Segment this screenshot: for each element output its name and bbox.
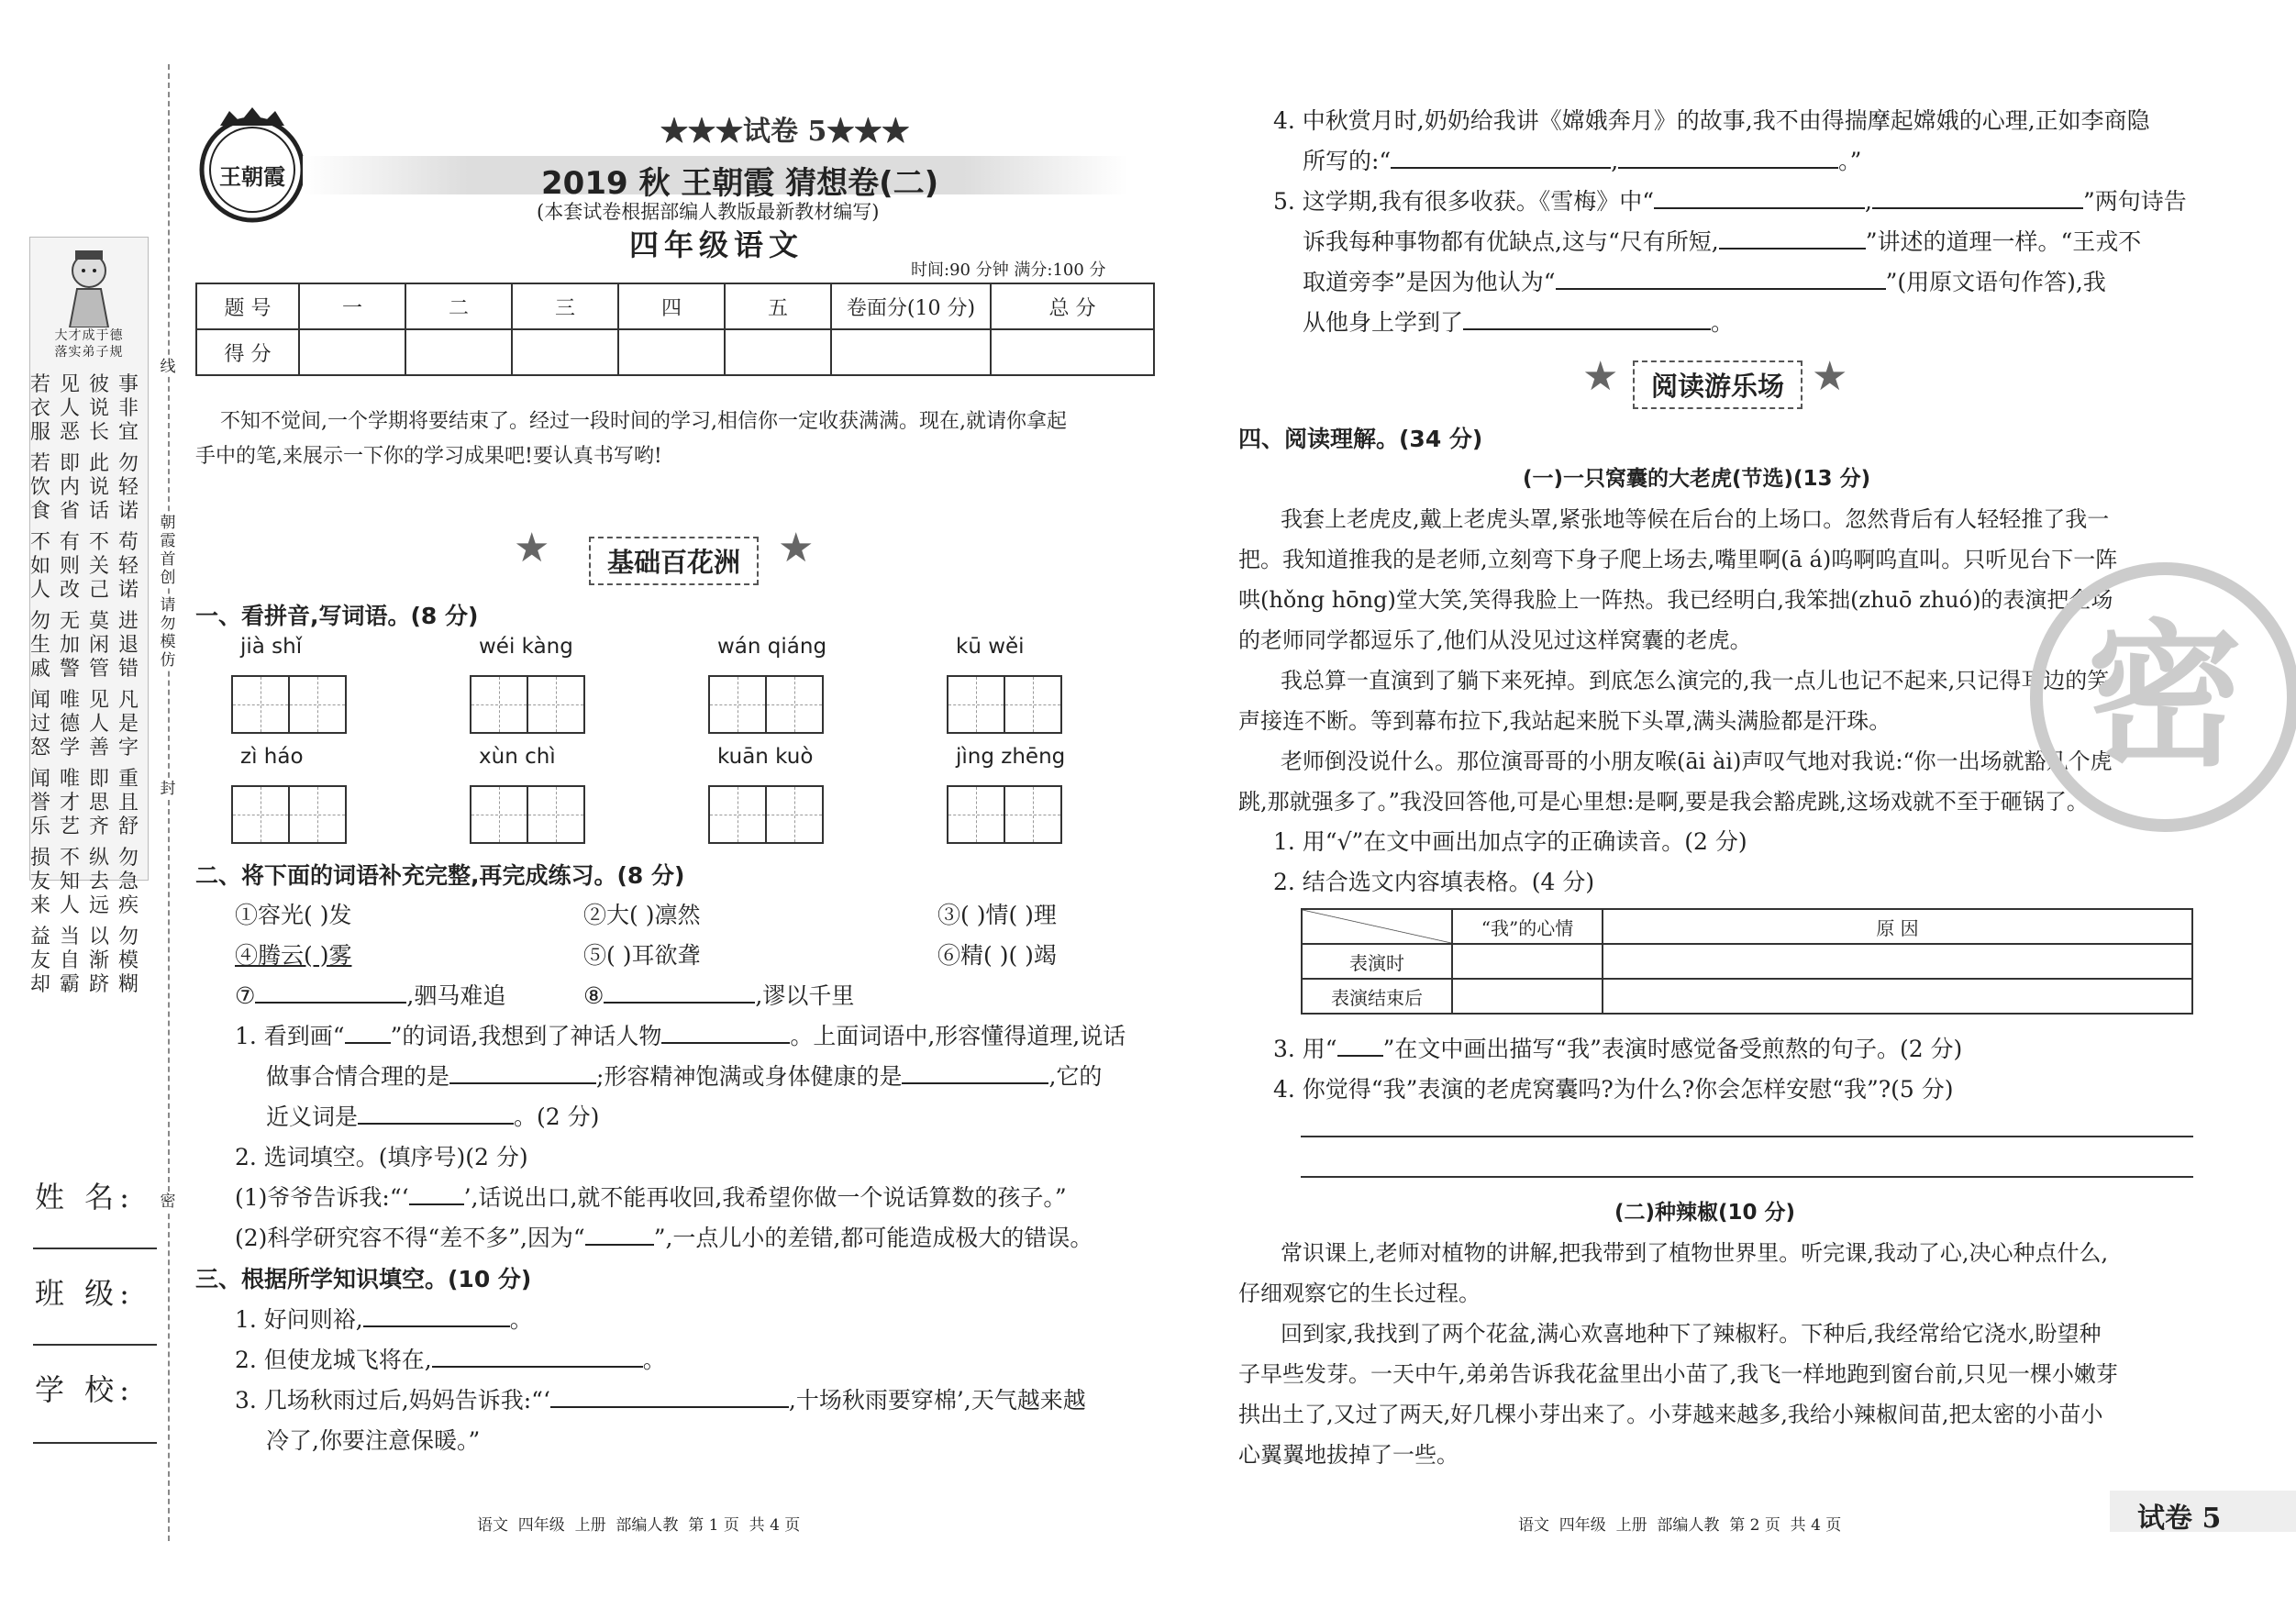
proverb-line: 如则关轻 (30, 555, 149, 578)
proverb-line: 若即此勿 (30, 452, 149, 475)
diagonal-header-cell (1302, 909, 1452, 944)
text: 。(2 分) (514, 1103, 600, 1130)
passage-line: 常识课上,老师对植物的讲解,把我带到了植物世界里。听完课,我动了心,决心种点什么, (1281, 1240, 2109, 1266)
blank-field[interactable] (363, 1302, 510, 1327)
star-mascot-icon: ★ (514, 525, 550, 571)
text: 。 (509, 1306, 533, 1333)
text: ”的词语,我想到了神话人物 (390, 1023, 662, 1049)
tianzige-cell[interactable] (708, 785, 767, 844)
sub-question: 4. 你觉得“我”表演的老虎窝囊吗?为什么?你会怎样安慰“我”?(5 分) (1273, 1076, 1954, 1103)
idiom-row-fill (583, 976, 854, 1016)
tianzige-box-pair (708, 675, 822, 738)
tianzige-box-pair (947, 785, 1060, 848)
score-header-cell: 一 (299, 283, 405, 329)
text: ,它的 (1048, 1063, 1103, 1090)
proverb-line: 食省话诺 (30, 500, 149, 523)
text: 所写的:“ (1303, 148, 1392, 174)
passage-line: 仔细观察它的生长过程。 (1238, 1281, 1481, 1306)
mood-table (1301, 908, 2193, 1015)
text: ”讲述的道理一样。“王戎不 (1865, 228, 2142, 255)
text: , (1865, 188, 1872, 215)
score-cell[interactable] (618, 329, 725, 375)
text: 。” (1838, 148, 1862, 174)
proverb-line: 戚警管错 (30, 658, 149, 681)
section-banner: 基础百花洲 (589, 537, 759, 585)
proverb-line: 益当以勿 (30, 926, 149, 948)
grade-subject: 四年级语文 (629, 227, 804, 262)
pinyin-label: wéi kàng (479, 635, 573, 659)
text: 。上面词语中,形容懂得道理,说话 (790, 1023, 1126, 1049)
idiom-item: ⑤( )耳欲聋 (583, 942, 701, 969)
tianzige-box-pair (231, 785, 345, 848)
row-label: 表演结束后 (1302, 979, 1452, 1014)
proverb-line: 闻唯即重 (30, 768, 149, 791)
mood-table-row (1302, 944, 2192, 979)
paper-title: 2019 秋 王朝霞 猜想卷(二) (541, 165, 939, 202)
pinyin-label: jià shǐ (240, 635, 303, 659)
blank-field[interactable] (1719, 224, 1866, 250)
class-field[interactable] (33, 1344, 157, 1346)
proverb-line: 损不纵勿 (30, 847, 149, 870)
sub-question (1303, 222, 2141, 262)
passage-title: (一)一只窝囊的大老虎(节选)(13 分) (1523, 467, 1871, 491)
class-label: 班 级: (35, 1276, 135, 1311)
idiom-number: ⑧ (583, 982, 605, 1009)
proverb-line: 饮内说轻 (30, 476, 149, 499)
tianzige-cell[interactable] (947, 785, 1005, 844)
proverb-group (30, 768, 148, 839)
proverb-group (30, 373, 148, 445)
tianzige-box-pair (470, 785, 583, 848)
proverb-line: 勿无莫进 (30, 610, 149, 633)
score-cell[interactable] (831, 329, 991, 375)
sub-question (235, 1381, 1086, 1421)
proverb-line: 却霸跻糊 (30, 973, 149, 996)
answer-line[interactable] (1301, 1176, 2193, 1178)
blank-field[interactable] (345, 1018, 391, 1044)
proverb-line: 过德人是 (30, 713, 149, 736)
text: ;形容精神饱满或身体健康的是 (596, 1063, 903, 1090)
scholar-illustration (57, 245, 121, 327)
tianzige-cell[interactable] (288, 785, 347, 844)
score-cell[interactable] (405, 329, 512, 375)
binding-mark: 线 (156, 358, 180, 376)
proverb-line: 誉才思且 (30, 792, 149, 815)
proverb-line: 怒学善字 (30, 737, 149, 760)
answer-line[interactable] (1301, 1136, 2193, 1137)
proverb-line: 若见彼事 (30, 373, 149, 396)
sub-question: 1. 用“√”在文中画出加点字的正确读音。(2 分) (1273, 828, 1747, 855)
proverb-group (30, 926, 148, 997)
time-score: 时间:90 分钟 满分:100 分 (911, 261, 1106, 280)
logo-text: 王朝霞 (219, 163, 285, 190)
score-table (195, 283, 1155, 376)
footer-paper-tag: 试卷 5 (2137, 1503, 2222, 1535)
tianzige-cell[interactable] (527, 675, 585, 734)
score-header-row (196, 283, 1154, 329)
pinyin-label: jìng zhēng (956, 745, 1066, 769)
text: 3. 几场秋雨过后,妈妈告诉我:“‘ (235, 1387, 550, 1414)
idiom-row-fill (235, 976, 505, 1016)
text: ”(用原文语句作答),我 (1885, 269, 2106, 295)
passage-line: 把。我知道推我的是老师,立刻弯下身子爬上场去,嘴里啊(ā á)呜啊呜直叫。只听见台下一阵 (1238, 547, 2118, 572)
idiom-item: ④腾云( )雾 (235, 942, 352, 969)
answer-cell[interactable] (1603, 944, 2192, 979)
tianzige-cell[interactable] (288, 675, 347, 734)
sub-question: 2. 结合选文内容填表格。(4 分) (1273, 869, 1595, 895)
pinyin-label: zì háo (240, 745, 304, 769)
proverb-group (30, 531, 148, 603)
text: ’,话说出口,就不能再收回,我希望你做一个说话算数的孩子。” (463, 1184, 1067, 1211)
blank-field[interactable] (409, 1180, 464, 1205)
answer-cell[interactable] (1603, 979, 2192, 1014)
passage-line: 老师倒没说什么。那位演哥哥的小朋友喉(āi ài)声叹气地对我说:“你一出场就豁几个虎 (1281, 749, 2113, 774)
blank-field[interactable] (1618, 143, 1838, 169)
text: 5. 这学期,我有很多收获。《雪梅》中“ (1273, 188, 1655, 215)
text: (1)爷爷告诉我:“‘ (235, 1184, 409, 1211)
school-label: 学 校: (35, 1372, 135, 1407)
sub-question (1303, 303, 1734, 343)
sub-question: 2. 选词填空。(填序号)(2 分) (235, 1144, 528, 1170)
confidential-watermark (2027, 560, 2296, 835)
tianzige-cell[interactable] (1004, 675, 1062, 734)
question-title: 二、将下面的词语补充完整,再完成练习。(8 分) (195, 862, 685, 889)
sub-question (1303, 262, 2106, 303)
page-footer: 语文 四年级 上册 部编人教 第 2 页 共 4 页 (1518, 1516, 1842, 1535)
score-header-cell: 总 分 (991, 283, 1154, 329)
score-header-cell: 卷面分(10 分) (831, 283, 991, 329)
proverb-line: 不有不苟 (30, 531, 149, 554)
question-title: 一、看拼音,写词语。(8 分) (195, 603, 479, 629)
passage-line: 心翼翼地拔掉了一些。 (1238, 1442, 1459, 1468)
logo (193, 105, 312, 225)
tianzige-cell[interactable] (470, 785, 528, 844)
score-cell[interactable] (725, 329, 831, 375)
blank-field[interactable] (604, 978, 755, 1004)
blank-field[interactable] (449, 1059, 596, 1084)
tianzige-cell[interactable] (470, 675, 528, 734)
passage-line: 跳,那就强多了。”我没回答他,可是心里想:是啊,要是我会豁虎跳,这场戏就不至于砸锅了。 (1238, 789, 2089, 815)
passage-title: (二)种辣椒(10 分) (1614, 1201, 1796, 1225)
score-header-cell: 题 号 (196, 283, 299, 329)
passage-line: 哄(hǒng hōng)堂大笑,笑得我脸上一阵热。我已经明白,我笨拙(zhuō zhuó)的表演把全场 (1238, 587, 2113, 613)
star-mascot-icon: ★ (1582, 353, 1619, 400)
binding-mark: 朝霞首创 (156, 514, 180, 587)
text: 3. 用“ (1273, 1036, 1337, 1062)
text: ,十场秋雨要穿棉’,天气越来越 (788, 1387, 1086, 1414)
motto-line: 大才成于德 (54, 328, 124, 343)
score-header-cell: 四 (618, 283, 725, 329)
proverb-line: 乐艺齐舒 (30, 815, 149, 838)
text: 取道旁李”是因为他认为“ (1303, 269, 1556, 295)
proverb-line: 衣人说非 (30, 397, 149, 420)
binding-mark: 密 (156, 1192, 180, 1211)
proverb-group (30, 610, 148, 682)
pinyin-label: wán qiáng (717, 635, 827, 659)
passage-line: 声接连不断。等到幕布拉下,我站起来脱下头罩,满头满脸都是汗珠。 (1238, 708, 1891, 734)
text: 从他身上学到了 (1303, 309, 1464, 336)
blank-field[interactable] (1391, 143, 1611, 169)
blank-field[interactable] (585, 1220, 654, 1246)
paper-number: ★★★试卷 5★★★ (660, 116, 910, 148)
proverb-group (30, 452, 148, 524)
idiom-number: ⑦ (235, 982, 256, 1009)
binding-strip (0, 0, 174, 1597)
sub-question (235, 1016, 1126, 1057)
binding-mark: 请勿模仿 (156, 596, 180, 670)
proverb-line: 友知去急 (30, 871, 149, 893)
mood-column-header: “我”的心情 (1452, 909, 1603, 944)
mood-table-head (1302, 909, 2192, 944)
idiom-item: ③( )情( )理 (937, 902, 1057, 928)
sub-question (235, 1340, 666, 1381)
sub-question: 4. 中秋赏月时,奶奶给我讲《嫦娥奔月》的故事,我不由得揣摩起嫦娥的心理,正如李商隐 (1273, 107, 2150, 134)
sub-question (1303, 141, 1861, 182)
star-mascot-icon: ★ (778, 525, 815, 571)
passage-line: 子早些发芽。一天中午,弟弟告诉我花盆里出小苗了,我飞一样地跑到窗台前,只见一棵小嫩芽 (1238, 1361, 2118, 1387)
tianzige-cell[interactable] (765, 675, 824, 734)
text: 1. 看到画“ (235, 1023, 345, 1049)
score-cell[interactable] (991, 329, 1154, 375)
sub-question (1273, 1029, 1962, 1070)
score-cell[interactable] (512, 329, 618, 375)
tianzige-box-pair (470, 675, 583, 738)
passage-line: 拱出土了,又过了两天,好几棵小芽出来了。小芽越来越多,我给小辣椒间苗,把太密的小苗小 (1238, 1402, 2103, 1427)
tianzige-box-pair (231, 675, 345, 738)
row-label: 表演时 (1302, 944, 1452, 979)
idiom-item: ①容光( )发 (235, 902, 352, 928)
name-field[interactable] (33, 1248, 157, 1249)
sub-question (235, 1178, 1067, 1218)
text: 。 (1711, 309, 1735, 336)
blank-field[interactable] (661, 1018, 790, 1044)
score-value-row (196, 329, 1154, 375)
section-banner: 阅读游乐场 (1633, 360, 1802, 409)
blank-field[interactable] (902, 1059, 1048, 1084)
passage-line: 我套上老虎皮,戴上老虎头罩,紧张地等候在后台的上场口。忽然背后有人轻轻推了我一 (1281, 506, 2110, 532)
tianzige-box-pair (947, 675, 1060, 738)
intro-line: 不知不觉间,一个学期将要结束了。经过一段时间的学习,相信你一定收获满满。现在,就请你拿起 (220, 410, 1067, 433)
watermark-glyph: 密 (2086, 606, 2243, 788)
score-cell[interactable] (299, 329, 405, 375)
text: 近义词是 (266, 1103, 359, 1130)
tianzige-cell[interactable] (1004, 785, 1062, 844)
blank-field[interactable] (432, 1342, 643, 1368)
tianzige-cell[interactable] (947, 675, 1005, 734)
answer-cell[interactable] (1452, 979, 1603, 1014)
question-title: 三、根据所学知识填空。(10 分) (195, 1266, 532, 1292)
star-mascot-icon: ★ (1812, 353, 1848, 400)
passage-line: 回到家,我找到了两个花盆,满心欢喜地种下了辣椒籽。下种后,我经常给它浇水,盼望种 (1281, 1321, 2102, 1347)
blank-field[interactable] (1337, 1031, 1383, 1057)
sub-question (235, 1300, 533, 1340)
proverb-line: 闻唯见凡 (30, 689, 149, 712)
text: 做事合情合理的是 (266, 1063, 450, 1090)
proverb-line: 来人远疾 (30, 894, 149, 917)
blank-field[interactable] (1872, 183, 2083, 209)
tianzige-cell[interactable] (527, 785, 585, 844)
blank-field[interactable] (550, 1382, 789, 1408)
text: 2. 但使龙城飞将在, (235, 1347, 432, 1373)
text: (2)科学研究容不得“差不多”,因为“ (235, 1225, 585, 1251)
passage-line: 我总算一直演到了躺下来死掉。到底怎么演完的,我一点儿也记不起来,只记得耳边的笑 (1281, 668, 2110, 693)
pinyin-label: xùn chì (479, 745, 556, 769)
blank-field[interactable] (255, 978, 406, 1004)
name-label: 姓 名: (35, 1180, 135, 1214)
page-footer: 语文 四年级 上册 部编人教 第 1 页 共 4 页 (477, 1516, 801, 1535)
text: , (1611, 148, 1619, 174)
blank-field[interactable] (1556, 264, 1886, 290)
question-title: 四、阅读理解。(34 分) (1238, 426, 1483, 452)
tianzige-cell[interactable] (231, 785, 290, 844)
idiom-tail: ,驷马难追 (406, 982, 506, 1009)
sub-question (266, 1097, 599, 1137)
score-header-cell: 五 (725, 283, 831, 329)
blank-field[interactable] (358, 1099, 514, 1125)
tianzige-cell[interactable] (231, 675, 290, 734)
text: 诉我每种事物都有优缺点,这与“尺有所短, (1303, 228, 1719, 255)
sub-question: 冷了,你要注意保暖。” (266, 1427, 481, 1454)
school-field[interactable] (33, 1442, 157, 1444)
sub-question (266, 1057, 1102, 1097)
idiom-item: ②大( )凛然 (583, 902, 701, 928)
text: 。 (642, 1347, 666, 1373)
passage-line: 的老师同学都逗乐了,他们从没见过这样窝囊的老虎。 (1238, 627, 1752, 653)
blank-field[interactable] (1463, 305, 1711, 330)
pinyin-label: kū wěi (956, 635, 1025, 659)
score-header-cell: 三 (512, 283, 618, 329)
sub-question (235, 1218, 1093, 1259)
proverb-line: 生加闲退 (30, 634, 149, 657)
binding-mark: 封 (156, 780, 180, 798)
proverb-group (30, 847, 148, 918)
binding-dashed-line (168, 64, 170, 1541)
text: 1. 好问则裕, (235, 1306, 363, 1333)
score-row-label: 得 分 (196, 329, 299, 375)
pinyin-label: kuān kuò (717, 745, 814, 769)
text: ”,一点儿小的差错,都可能造成极大的错误。 (653, 1225, 1093, 1251)
sub-question (1273, 182, 2187, 222)
tianzige-cell[interactable] (708, 675, 767, 734)
paper-subtitle: (本套试卷根据部编人教版最新教材编写) (537, 201, 880, 223)
intro-line: 手中的笔,来展示一下你的学习成果吧!要认真书写哟! (195, 445, 662, 468)
motto-line: 落实弟子规 (54, 345, 124, 360)
answer-cell[interactable] (1452, 944, 1603, 979)
proverb-line: 人改己诺 (30, 579, 149, 602)
mood-table-row (1302, 979, 2192, 1014)
tianzige-box-pair (708, 785, 822, 848)
tianzige-cell[interactable] (765, 785, 824, 844)
proverb-panel (29, 237, 149, 996)
proverb-line: 服恶长宜 (30, 421, 149, 444)
score-header-cell: 二 (405, 283, 512, 329)
proverb-line: 友自渐模 (30, 949, 149, 972)
idiom-item: ⑥精( )( )竭 (937, 942, 1057, 969)
reason-column-header: 原 因 (1603, 909, 2192, 944)
text: ”两句诗告 (2082, 188, 2187, 215)
blank-field[interactable] (1654, 183, 1865, 209)
proverb-group (30, 689, 148, 760)
idiom-tail: ,谬以千里 (755, 982, 855, 1009)
text: ”在文中画出描写“我”表演时感觉备受煎熬的句子。(2 分) (1382, 1036, 1963, 1062)
